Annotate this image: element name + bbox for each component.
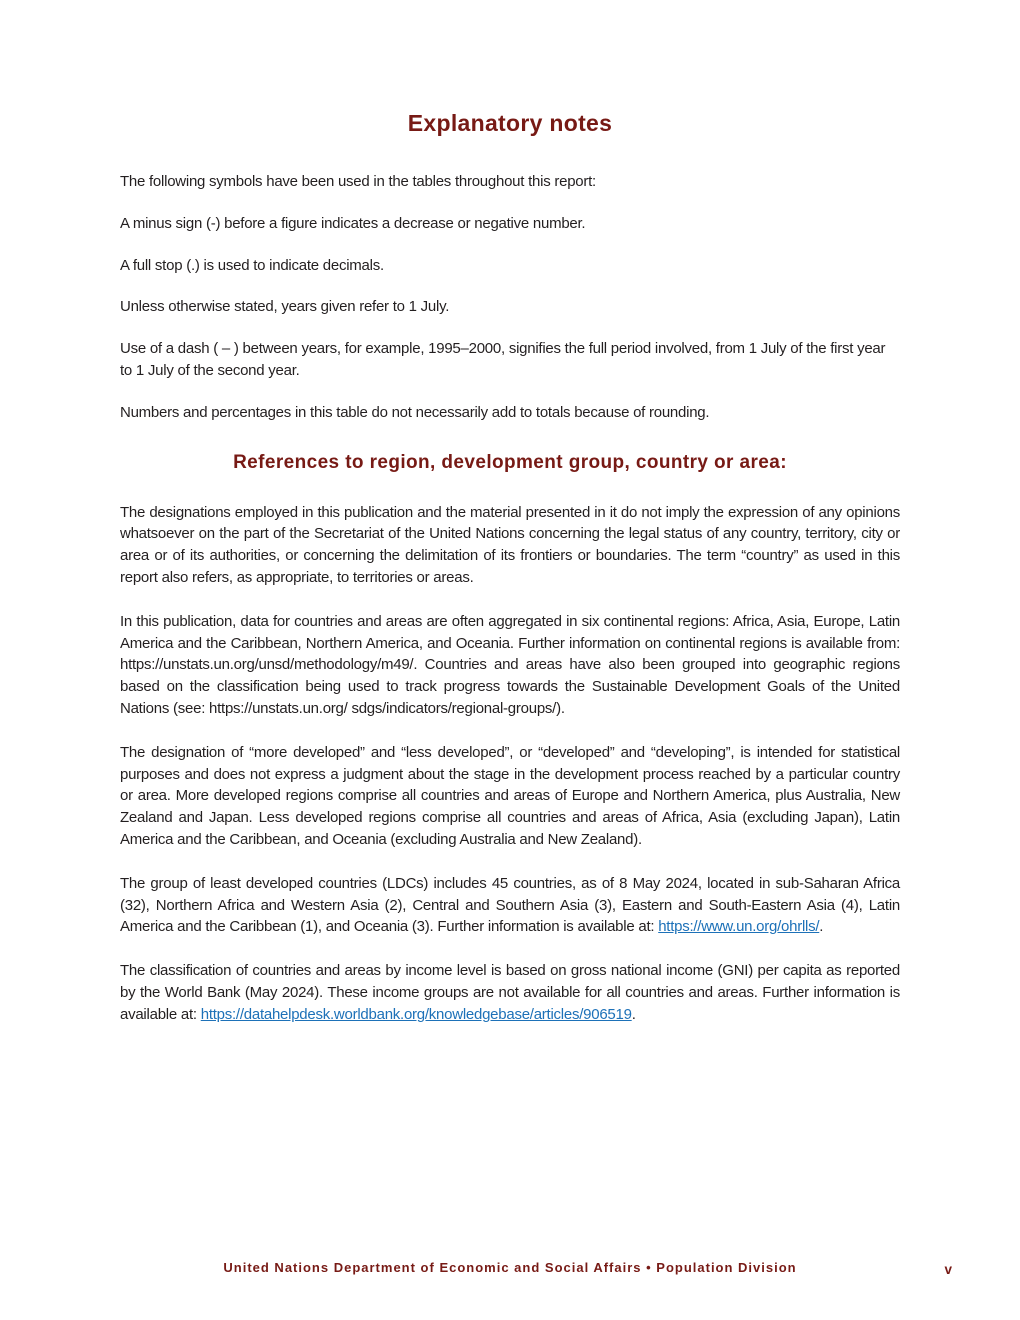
paragraph: Numbers and percentages in this table do not necessarily add to totals because of rounding. [120, 403, 710, 421]
hyperlink[interactable]: https://www.un.org/ohrlls/ [658, 918, 820, 936]
paragraph-text: The designations employed in this publication and the material presented in it do not imply the expression of any opinions whatsoever on the part of the Secretariat of the United Nations concerning the legal status of any country, territory, city or area or of its authorities, or concerning the delimitation of its frontiers or boundaries. The term “country” as used in this report also refers, as appropriate, to territories or areas. [120, 503, 900, 586]
paragraph [120, 611, 900, 720]
hyperlink[interactable]: https://datahelpdesk.worldbank.org/knowledgebase/articles/906519 [200, 1005, 632, 1023]
paragraph [120, 742, 900, 851]
paragraph-text: The classification of countries and areas by income level is based on gross national income (GNI) per capita as reported by the World Bank (May 2024). These income groups are not available for all countries and areas. Further information is available at: [120, 962, 900, 1023]
reference-paragraphs [120, 502, 900, 1026]
section-heading: References to region, development group, country or area: [233, 451, 787, 473]
paragraph: Unless otherwise stated, years given refer to 1 July. [120, 298, 450, 316]
paragraph-text: The group of least developed countries (LDCs) includes 45 countries, as of 8 May 2024, located in sub-Saharan Africa (32), Northern Africa and Western Asia (2), Central and Southern Asia (3), Eastern and South-Eastern Asia (4), Latin America and the Caribbean (1), and Oceania (3). Further information is available at: [120, 874, 900, 936]
paragraph-text: . [819, 918, 824, 936]
paragraph [120, 873, 900, 938]
page-footer [0, 1260, 1020, 1280]
page-content [120, 0, 900, 1026]
paragraph: Use of a dash ( – ) between years, for example, 1995–2000, signifies the full period involved, from 1 July of the first year to 1 July of the second year. [120, 340, 886, 379]
paragraph: A full stop (.) is used to indicate decimals. [120, 256, 384, 274]
paragraph-text: . [631, 1005, 636, 1023]
paragraph: The following symbols have been used in the tables throughout this report: [120, 173, 596, 190]
page-title: Explanatory notes [407, 110, 613, 136]
paragraph: A minus sign (-) before a figure indicates a decrease or negative number. [120, 214, 586, 232]
paragraph [120, 502, 900, 589]
intro-paragraphs [120, 171, 900, 424]
paragraph-text: The designation of “more developed” and “less developed”, or “developed” and “developing”, is intended for statistical purposes and does not express a judgment about the stage in the development process reached by a particular country or area. More developed regions comprise all countries and areas of Europe and Northern America, plus Australia, New Zealand and Japan. Less developed regions comprise all countries and areas of Africa, Asia (excluding Japan), Latin America and the Caribbean, and Oceania (excluding Australia and New Zealand). [120, 743, 900, 848]
footer-text: United Nations Department of Economic and Social Affairs • Population Division [223, 1260, 797, 1275]
paragraph-text: In this publication, data for countries and areas are often aggregated in six continental regions: Africa, Asia, Europe, Latin America and the Caribbean, Northern America, and Oceania. Further information on continental regions is available from: https://unstats.un.org/unsd/methodology/m49/. Countries and areas have also been grouped into geographic regions based on the classification being used to track progress towards the Sustainable Development Goals of the United Nations (see: https://unstats.un.org/ sdgs/indicators/regional-groups/). [120, 612, 900, 717]
paragraph [120, 960, 900, 1025]
page-number: v [944, 1262, 952, 1277]
